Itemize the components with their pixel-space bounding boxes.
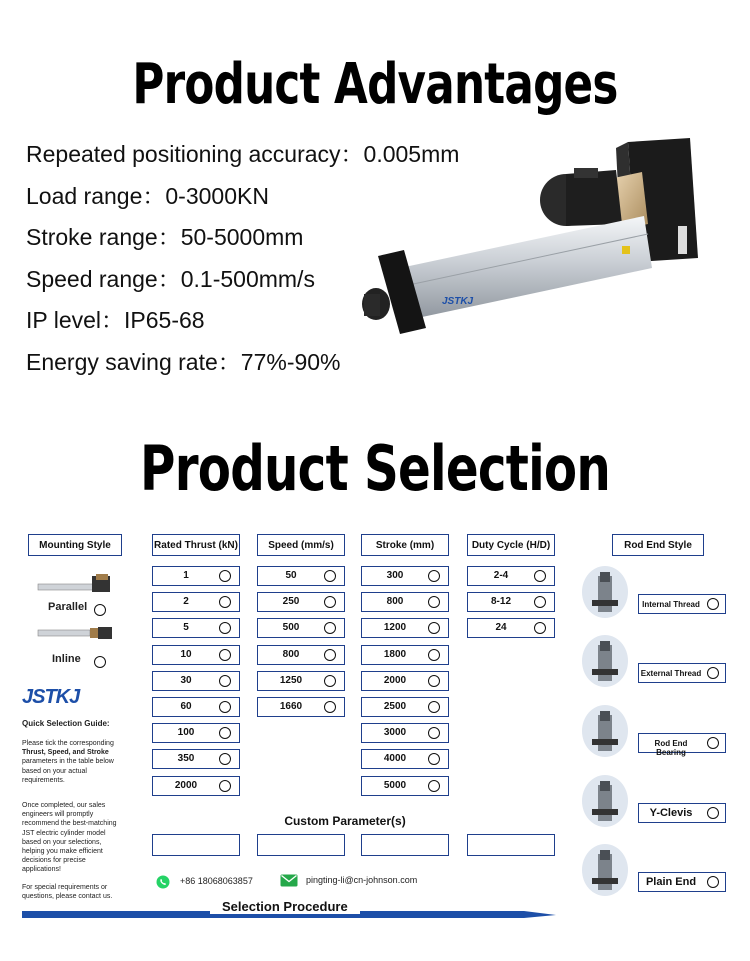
radio-button[interactable] (219, 780, 231, 792)
thrust-option[interactable] (152, 645, 240, 665)
option-label: 300 (386, 570, 404, 581)
radio-button[interactable] (324, 649, 336, 661)
duty-option[interactable] (467, 618, 555, 638)
custom-thrust-input[interactable] (152, 834, 240, 856)
spec-line (26, 219, 303, 252)
radio-button[interactable] (324, 701, 336, 713)
option-label: 800 (282, 648, 300, 660)
option-label: 2000 (174, 779, 198, 791)
mounting-option-inline: Inline (52, 653, 81, 665)
spec-label: Load range： (26, 182, 166, 209)
radio-button[interactable] (324, 570, 336, 582)
spec-value: 0-3000KN (165, 182, 269, 209)
rod-end-image (582, 705, 628, 757)
whatsapp-icon (156, 875, 170, 889)
custom-parameters-label: Custom Parameter(s) (284, 814, 406, 828)
guide-paragraph-2: Once completed, our sales engineers will promptly recommend the best-matching JST electric cylinder model based on your selections, helping you make efficient decisions for precise applications! (22, 802, 117, 874)
radio-button[interactable] (219, 753, 231, 765)
duty-column-header: Duty Cycle (H/D) (467, 534, 555, 556)
option-label: 10 (180, 648, 192, 660)
option-label: 3000 (383, 727, 407, 739)
rod-end-image (582, 775, 628, 827)
email-icon (280, 874, 298, 887)
duty-option[interactable] (467, 566, 555, 586)
spec-value: 50-5000mm (180, 224, 304, 251)
selection-procedure-label: Selection Procedure (210, 899, 360, 914)
spec-value: 0.005mm (363, 141, 460, 167)
spec-line (26, 261, 315, 294)
radio-button[interactable] (219, 701, 231, 713)
thrust-option[interactable] (152, 697, 240, 717)
radio-button[interactable] (219, 675, 231, 687)
spec-line (26, 302, 205, 335)
guide-title: Quick Selection Guide: (22, 719, 110, 728)
option-label: 2500 (383, 701, 407, 712)
stroke-option[interactable] (361, 749, 449, 769)
stroke-option[interactable] (361, 645, 449, 665)
option-label: 800 (386, 596, 404, 608)
speed-option[interactable] (257, 645, 345, 665)
option-label: 24 (495, 622, 507, 634)
stroke-column-header: Stroke (mm) (361, 534, 449, 556)
thrust-option[interactable] (152, 566, 240, 586)
spec-line (26, 178, 269, 211)
stroke-option[interactable] (361, 697, 449, 717)
thrust-option[interactable] (152, 671, 240, 691)
spec-label: Speed range： (26, 265, 181, 292)
spec-value: 77%-90% (240, 349, 341, 375)
rod-end-option[interactable] (638, 803, 726, 823)
radio-button[interactable] (428, 780, 440, 792)
custom-speed-input[interactable] (257, 834, 345, 856)
option-label: 1200 (383, 622, 407, 634)
radio-button[interactable] (707, 737, 719, 749)
radio-button[interactable] (428, 701, 440, 713)
speed-option[interactable] (257, 618, 345, 638)
thrust-option[interactable] (152, 723, 240, 743)
radio-button[interactable] (428, 753, 440, 765)
speed-option[interactable] (257, 566, 345, 586)
spec-label: Repeated positioning accuracy： (26, 141, 364, 167)
mounting-inline-radio[interactable] (94, 656, 106, 668)
radio-button[interactable] (534, 622, 546, 634)
spec-value: 0.1-500mm/s (180, 265, 315, 292)
thrust-option[interactable] (152, 618, 240, 638)
rod-end-option[interactable] (638, 594, 726, 614)
radio-button[interactable] (707, 667, 719, 679)
spec-label: IP level： (26, 307, 125, 334)
advantages-title: Product Advantages (132, 52, 618, 117)
option-label: 5000 (383, 779, 407, 791)
rod-end-label: External Thread (640, 669, 702, 678)
option-label: 30 (180, 674, 192, 686)
option-label: 8-12 (490, 596, 511, 608)
spec-label: Stroke range： (26, 224, 181, 251)
rod-end-option[interactable] (638, 872, 726, 892)
radio-button[interactable] (428, 596, 440, 608)
stroke-option[interactable] (361, 592, 449, 612)
rod-end-option[interactable] (638, 733, 726, 757)
email-address[interactable]: pingting-li@cn-johnson.com (306, 875, 418, 885)
radio-button[interactable] (428, 570, 440, 582)
radio-button[interactable] (324, 596, 336, 608)
stroke-option[interactable] (361, 723, 449, 743)
option-label: 1800 (383, 648, 407, 660)
radio-button[interactable] (707, 598, 719, 610)
mounting-style-header: Mounting Style (28, 534, 122, 556)
radio-button[interactable] (534, 596, 546, 608)
radio-button[interactable] (219, 596, 231, 608)
option-label: 1 (183, 570, 189, 581)
duty-option[interactable] (467, 592, 555, 612)
option-label: 250 (282, 596, 300, 608)
rod-end-label: Internal Thread (642, 600, 700, 609)
spec-line (26, 344, 341, 377)
parallel-mount-image (36, 574, 116, 598)
rod-end-option[interactable] (638, 663, 726, 683)
thrust-option[interactable] (152, 592, 240, 612)
option-label: 1660 (279, 701, 303, 712)
radio-button[interactable] (707, 876, 719, 888)
option-label: 2-4 (493, 570, 509, 581)
stroke-option[interactable] (361, 566, 449, 586)
thrust-option[interactable] (152, 776, 240, 796)
rod-end-image (582, 844, 628, 896)
rod-end-image (582, 566, 628, 618)
radio-button[interactable] (428, 622, 440, 634)
option-label: 100 (177, 727, 195, 739)
radio-button[interactable] (428, 727, 440, 739)
speed-option[interactable] (257, 697, 345, 717)
thrust-column-header: Rated Thrust (kN) (152, 534, 240, 556)
option-label: 5 (183, 622, 189, 634)
option-label: 4000 (383, 753, 407, 765)
speed-column-header: Speed (mm/s) (257, 534, 345, 556)
speed-option[interactable] (257, 592, 345, 612)
thrust-option[interactable] (152, 749, 240, 769)
jstkj-logo: JSTKJ (22, 686, 80, 708)
option-label: 2000 (383, 674, 407, 686)
custom-duty-input[interactable] (467, 834, 555, 856)
rod-end-label: Y-Clevis (649, 807, 693, 819)
stroke-option[interactable] (361, 618, 449, 638)
option-label: 1250 (279, 674, 303, 686)
rod-end-label: Rod End Bearing (654, 739, 688, 757)
phone-number[interactable]: +86 18068063857 (180, 876, 253, 886)
rod-end-style-header: Rod End Style (612, 534, 704, 556)
radio-button[interactable] (534, 570, 546, 582)
rod-end-image (582, 635, 628, 687)
option-label: 60 (180, 701, 192, 712)
radio-button[interactable] (219, 570, 231, 582)
selection-title: Product Selection (140, 432, 610, 505)
radio-button[interactable] (707, 807, 719, 819)
radio-button[interactable] (324, 675, 336, 687)
option-label: 2 (183, 596, 189, 608)
spec-label: Energy saving rate： (26, 349, 241, 375)
mounting-parallel-radio[interactable] (94, 604, 106, 616)
spec-value: IP65-68 (124, 307, 205, 334)
option-label: 500 (282, 622, 300, 634)
radio-button[interactable] (428, 675, 440, 687)
radio-button[interactable] (219, 727, 231, 739)
speed-option[interactable] (257, 671, 345, 691)
rod-end-label: Plain End (645, 876, 697, 888)
option-label: 50 (285, 570, 297, 581)
electric-actuator-illustration (360, 138, 720, 348)
radio-button[interactable] (428, 649, 440, 661)
stroke-option[interactable] (361, 671, 449, 691)
mounting-option-parallel: Parallel (48, 601, 88, 613)
radio-button[interactable] (219, 622, 231, 634)
radio-button[interactable] (324, 622, 336, 634)
actuator-logo: JSTKJ (442, 296, 474, 307)
radio-button[interactable] (219, 649, 231, 661)
guide-paragraph-3: For special requirements or questions, please contact us. (22, 884, 113, 901)
guide-paragraph-1: Please tick the corresponding Thrust, Speed, and Stroke parameters in the table below based on your actual requirements. (22, 740, 114, 784)
custom-stroke-input[interactable] (361, 834, 449, 856)
inline-mount-image (36, 624, 116, 642)
stroke-option[interactable] (361, 776, 449, 796)
option-label: 350 (177, 753, 195, 765)
